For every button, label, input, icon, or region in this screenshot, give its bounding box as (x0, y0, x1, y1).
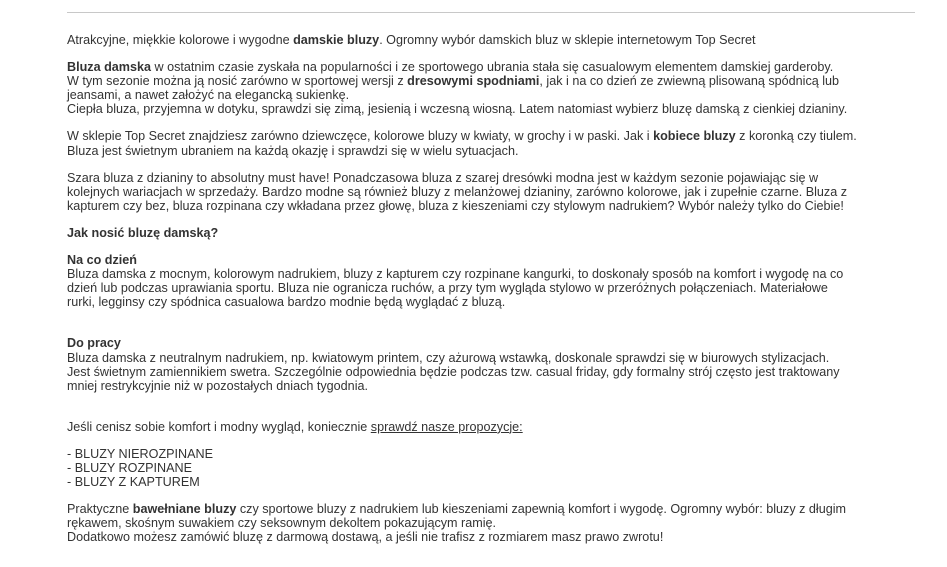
paragraph-text: jeansami, a nawet założyć na elegancką sukienkę. (67, 88, 350, 103)
link-bluzy-nierozpinane[interactable]: - BLUZY NIEROZPINANE (67, 446, 214, 461)
paragraph-text: w ostatnim czasie zyskała na popularności i ze sportowego ubrania stała się casualowym elementem damskiej garderoby. (151, 60, 834, 75)
paragraph-text: z koronką czy tiulem. (735, 129, 857, 144)
section-heading-text: Jak nosić bluzę damską? (67, 225, 219, 240)
paragraph-text: Bluza damska z neutralnym nadrukiem, np. kwiatowym printem, czy ażurową wstawką, doskonale sprawdzi się w biurowych stylizacjach. (67, 350, 830, 365)
seo-description (67, 33, 915, 544)
subheading-work: Do pracy (67, 336, 121, 351)
work-section (67, 336, 915, 392)
paragraph-text: Szara bluza z dzianiny to absolutny must have! Ponadczasowa bluza z szarej dresówki modna jest w każdym sezonie pojawiając się w (67, 170, 819, 185)
paragraph-text: Bluza damska z mocnym, kolorowym nadrukiem, bluzy z kapturem czy rozpinane kangurki, to doskonały sposób na komfort i wygodę na co (67, 267, 844, 282)
category-links (67, 447, 915, 489)
cta-paragraph (67, 420, 915, 434)
bold-term: kobiece bluzy (653, 129, 736, 144)
paragraph-text: , jak i na co dzień ze zwiewną plisowaną spódnicą lub (539, 74, 840, 89)
subheading-casual: Na co dzień (67, 253, 137, 268)
intro-bold-term: damskie bluzy (293, 33, 380, 47)
bold-term: Bluza damska (67, 60, 151, 75)
paragraph-text: rękawem, skośnym suwakiem czy seksownym dekoltem pokazującym ramię. (67, 516, 497, 531)
paragraph-text: W tym sezonie można ją nosić zarówno w sportowej wersji z (67, 74, 408, 89)
paragraph-text: dzień lub podczas uprawiania sportu. Bluza nie ogranicza ruchów, a przy tym wygląda stylowo w przeróżnych połączeniach. Materiałowe (67, 281, 828, 296)
paragraph-text: Bluza jest świetnym ubraniem na każdą okazję i sprawdzi się w wielu sytuacjach. (67, 143, 519, 158)
intro-paragraph (67, 33, 915, 47)
paragraph-text: Praktyczne (67, 502, 133, 517)
paragraph-bluza-damska (67, 60, 915, 116)
cta-text: Jeśli cenisz sobie komfort i modny wygląd, koniecznie (67, 419, 371, 434)
paragraph-text: mniej restrykcyjnie niż w pozostałych dniach tygodnia. (67, 378, 368, 393)
casual-section (67, 253, 915, 309)
bold-term: bawełniane bluzy (132, 502, 237, 517)
section-heading (67, 226, 915, 240)
paragraph-text: kolejnych wariacjach w sprzedaży. Bardzo modne są również bluzy z melanżowej dzianiny, zarówno kolorowe, jak i zupełnie czarne. Bluza z (67, 184, 848, 199)
proposals-link[interactable]: sprawdź nasze propozycje: (370, 419, 523, 434)
paragraph-text: kapturem czy bez, bluza rozpinana czy wkładana przez głowę, bluza z kieszeniami czy stylowym nadrukiem? Wybór należy tylko do Ciebie! (67, 198, 844, 213)
paragraph-szara-bluza (67, 171, 915, 213)
bold-term: dresowymi spodniami (407, 74, 540, 89)
final-paragraph (67, 502, 915, 544)
paragraph-text: Jest świetnym zamiennikiem swetra. Szczególnie odpowiednia będzie podczas tzw. casual friday, gdy formalny strój często jest traktowany (67, 364, 840, 379)
paragraph-top-secret (67, 129, 915, 157)
paragraph-text: czy sportowe bluzy z nadrukiem lub kieszeniami zapewnią komfort i wygodę. Ogromny wybór: bluzy z długim (236, 502, 847, 517)
link-bluzy-z-kapturem[interactable]: - BLUZY Z KAPTUREM (67, 475, 200, 490)
paragraph-text: Dodatkowo możesz zamówić bluzę z darmową dostawą, a jeśli nie trafisz z rozmiarem masz prawo zwrotu! (67, 530, 664, 545)
link-bluzy-rozpinane[interactable]: - BLUZY ROZPINANE (67, 460, 193, 475)
intro-text: Atrakcyjne, miękkie kolorowe i wygodne (67, 33, 294, 47)
intro-text-end: . Ogromny wybór damskich bluz w sklepie internetowym Top Secret (379, 33, 756, 47)
paragraph-text: Ciepła bluza, przyjemna w dotyku, sprawdzi się zimą, jesienią i wczesną wiosną. Latem natomiast wybierz bluzę damską z cienkiej dzianiny. (67, 102, 848, 117)
top-divider (67, 12, 915, 13)
paragraph-text: rurki, legginsy czy spódnica casualowa bardzo modnie będą wyglądać z bluzą. (67, 295, 506, 310)
paragraph-text: W sklepie Top Secret znajdziesz zarówno dziewczęce, kolorowe bluzy w kwiaty, w grochy i w paski. Jak i (67, 129, 654, 144)
